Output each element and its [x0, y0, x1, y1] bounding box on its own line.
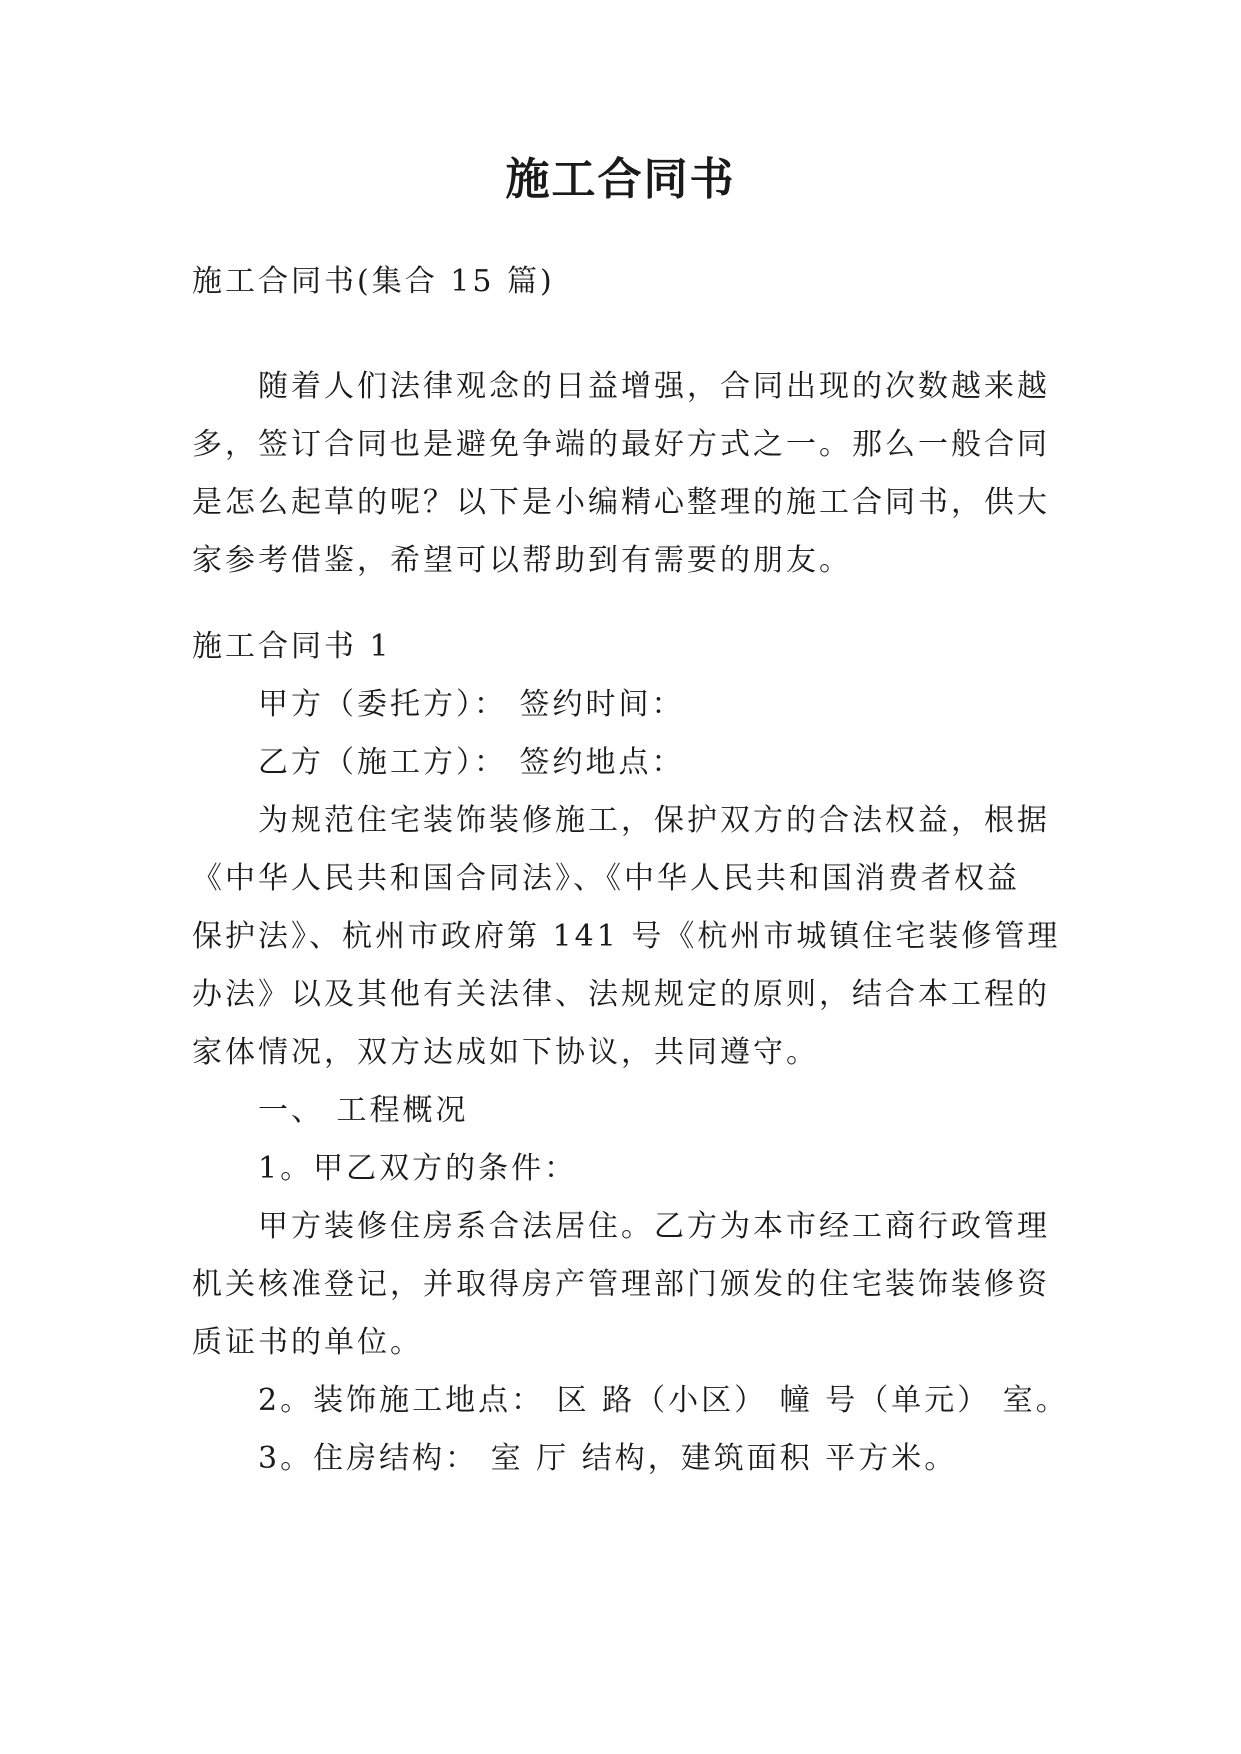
- intro-line: 家参考借鉴，希望可以帮助到有需要的朋友。: [192, 543, 852, 578]
- item-text-line: 质证书的单位。: [192, 1325, 423, 1360]
- intro-paragraph: [192, 358, 1054, 590]
- preamble-line: 保护法》、杭州市政府第 141 号《杭州市城镇住宅装修管理: [192, 919, 1061, 954]
- item-line: 2。装饰施工地点： 区 路（小区） 幢 号（单元） 室。: [258, 1383, 1069, 1418]
- party-b-line: 乙方（施工方）： 签约地点：: [258, 745, 685, 780]
- intro-line: 是怎么起草的呢？以下是小编精心整理的施工合同书，供大: [192, 485, 1050, 520]
- contract-section: [192, 618, 1069, 1488]
- intro-line: 多，签订合同也是避免争端的最好方式之一。那么一般合同: [192, 427, 1050, 462]
- item-heading: 1。甲乙双方的条件：: [258, 1151, 578, 1186]
- item-text-line: 机关核准登记，并取得房产管理部门颁发的住宅装饰装修资: [192, 1267, 1050, 1302]
- preamble-line: 《中华人民共和国合同法》、《中华人民共和国消费者权益: [192, 861, 1020, 896]
- item-text-line: 甲方装修住房系合法居住。乙方为本市经工商行政管理: [258, 1209, 1050, 1244]
- document-subtitle: 施工合同书(集合 15 篇): [192, 264, 555, 299]
- party-a-line: 甲方（委托方）： 签约时间：: [258, 687, 685, 722]
- preamble-line: 家体情况，双方达成如下协议，共同遵守。: [192, 1035, 819, 1070]
- clause-heading: 一、 工程概况: [258, 1093, 469, 1128]
- intro-line: 随着人们法律观念的日益增强，合同出现的次数越来越: [258, 369, 1050, 404]
- preamble-line: 为规范住宅装饰装修施工，保护双方的合法权益，根据: [258, 803, 1050, 838]
- preamble-line: 办法》以及其他有关法律、法规规定的原则，结合本工程的: [192, 977, 1050, 1012]
- item-line: 3。住房结构： 室 厅 结构，建筑面积 平方米。: [258, 1441, 958, 1476]
- document-title: 施工合同书: [505, 154, 736, 205]
- document-subtitle-block: [192, 253, 1054, 311]
- section-heading: 施工合同书 1: [192, 629, 392, 664]
